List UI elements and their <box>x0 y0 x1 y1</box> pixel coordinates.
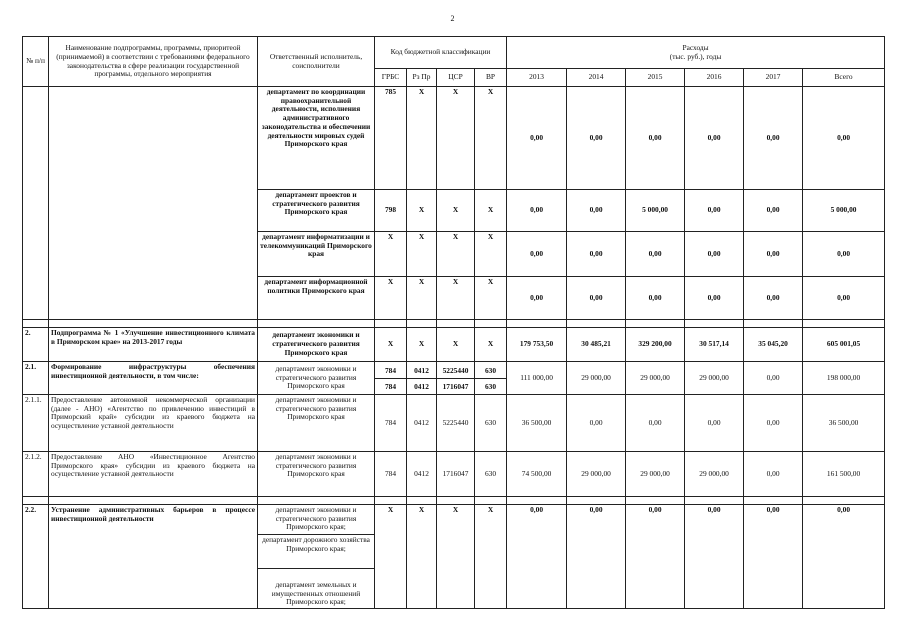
row-2016: 29 000,00 <box>685 452 744 497</box>
header-num: № п/п <box>23 37 49 87</box>
row-grbs: 785 <box>375 87 407 190</box>
row-2017: 0,00 <box>744 232 803 277</box>
row-grbs: X <box>375 232 407 277</box>
row-2015: 0,00 <box>626 505 685 609</box>
header-vr: ВР <box>475 69 507 87</box>
row-name: Предоставление автономной некоммерческой организации (далее - АНО) «Агентство по привлечению инвестиций в Приморский край» субсидии из краевого бюджета на осуществление уставной деятельности <box>49 395 258 452</box>
header-2017: 2017 <box>744 69 803 87</box>
row-total: 0,00 <box>803 505 885 609</box>
row-2013: 111 000,00 <box>507 362 567 395</box>
row-executor: департамент экономики и стратегического развития Приморского края; <box>258 505 375 535</box>
row-executor: департамент информационной политики Приморского края <box>258 277 375 320</box>
row-total: 198 000,00 <box>803 362 885 395</box>
row-2016: 29 000,00 <box>685 362 744 395</box>
row-2015: 0,00 <box>626 277 685 320</box>
header-expenses: Расходы (тыс. руб.), годы <box>507 37 885 69</box>
program-budget-table <box>22 36 885 609</box>
row-2013: 0,00 <box>507 505 567 609</box>
row-grbs-2: 784 <box>375 378 406 394</box>
row-vr: X <box>475 87 507 190</box>
header-name: Наименование подпрограммы, программы, приоритеой (принимаемой) в соответствии с требованиями федерального законодательства в сфере реализации государственной программы, отдельного мероприятия <box>49 37 258 87</box>
row-2016: 30 517,14 <box>685 328 744 362</box>
row-name <box>49 87 258 320</box>
header-executor: Ответственный исполнитель, соисполнители <box>258 37 375 87</box>
row-rzpr-2: 0412 <box>407 378 436 394</box>
header-2013: 2013 <box>507 69 567 87</box>
row-2013: 0,00 <box>507 277 567 320</box>
row-2015: 0,00 <box>626 232 685 277</box>
row-csr: X <box>437 190 475 232</box>
row-2017: 0,00 <box>744 87 803 190</box>
row-2013: 0,00 <box>507 190 567 232</box>
table-row <box>23 395 885 452</box>
row-grbs: 784 <box>384 365 397 375</box>
row-executor-2: департамент дорожного хозяйства Приморского края; <box>258 535 375 569</box>
row-csr: 1716047 <box>437 452 475 497</box>
row-2017: 0,00 <box>744 190 803 232</box>
table-row <box>23 505 885 535</box>
row-vr: 630 <box>475 452 507 497</box>
row-2014: 0,00 <box>567 277 626 320</box>
row-2017: 0,00 <box>744 395 803 452</box>
row-2013: 179 753,50 <box>507 328 567 362</box>
row-rzpr: X <box>407 505 437 609</box>
row-2017: 35 045,20 <box>744 328 803 362</box>
row-rzpr: X <box>407 87 437 190</box>
row-2016: 0,00 <box>685 395 744 452</box>
row-csr-2: 1716047 <box>437 378 474 394</box>
row-name: Предоставление АНО «Инвестиционное Агентство Приморского края» субсидии из краевого бюджета на осуществление уставной деятельности <box>49 452 258 497</box>
row-num: 2.1.1. <box>23 395 49 452</box>
row-2016: 0,00 <box>685 232 744 277</box>
header-2014: 2014 <box>567 69 626 87</box>
row-2014: 30 485,21 <box>567 328 626 362</box>
row-csr: X <box>437 505 475 609</box>
row-csr: X <box>437 277 475 320</box>
row-vr-2: 630 <box>475 378 506 394</box>
table-spacer-row <box>23 320 885 328</box>
row-csr: 5225440 <box>437 395 475 452</box>
row-2015: 5 000,00 <box>626 190 685 232</box>
header-csr: ЦСР <box>437 69 475 87</box>
row-2017: 0,00 <box>744 362 803 395</box>
row-2014: 29 000,00 <box>567 362 626 395</box>
row-name: Формирование инфраструктуры обеспечения инвестиционной деятельности, в том числе: <box>49 362 258 395</box>
row-vr: 630 <box>484 365 497 375</box>
row-2015: 29 000,00 <box>626 362 685 395</box>
row-total: 36 500,00 <box>803 395 885 452</box>
row-rzpr: X <box>407 190 437 232</box>
row-grbs: X <box>375 277 407 320</box>
row-2014: 0,00 <box>567 395 626 452</box>
row-num: 2.1.2. <box>23 452 49 497</box>
table-row <box>23 87 885 190</box>
row-total: 605 001,05 <box>803 328 885 362</box>
row-total: 0,00 <box>803 87 885 190</box>
row-executor: департамент по координации правоохранительной деятельности, исполнения административного законодательства и обеспечении деятельности мировых судей Приморского края <box>258 87 375 190</box>
row-2016: 0,00 <box>685 505 744 609</box>
row-executor: департамент проектов и стратегического развития Приморского края <box>258 190 375 232</box>
row-2014: 0,00 <box>567 505 626 609</box>
table-row <box>23 362 885 395</box>
table-row <box>23 328 885 362</box>
row-grbs: 784 <box>375 452 407 497</box>
row-name: Подпрограмма № 1 «Улучшение инвестиционного климата в Приморском крае» на 2013-2017 годы <box>49 328 258 362</box>
row-grbs: 798 <box>375 190 407 232</box>
row-executor: департамент экономики и стратегического развития Приморского края <box>258 362 375 395</box>
row-rzpr: 0412 <box>407 395 437 452</box>
row-2014: 0,00 <box>567 232 626 277</box>
row-vr: X <box>475 190 507 232</box>
row-2015: 329 200,00 <box>626 328 685 362</box>
row-2013: 0,00 <box>507 232 567 277</box>
row-rzpr: 0412 <box>407 452 437 497</box>
header-grbs: ГРБС <box>375 69 407 87</box>
header-budget-code: Код бюджетной классификации <box>375 37 507 69</box>
row-2014: 0,00 <box>567 190 626 232</box>
row-vr: X <box>475 277 507 320</box>
row-num: 2. <box>23 328 49 362</box>
row-num: 2.1. <box>23 362 49 395</box>
row-2013: 0,00 <box>507 87 567 190</box>
header-2016: 2016 <box>685 69 744 87</box>
header-rzpr: Рз Пр <box>407 69 437 87</box>
row-2013: 74 500,00 <box>507 452 567 497</box>
row-grbs: X <box>375 505 407 609</box>
row-csr: X <box>437 232 475 277</box>
row-num: 2.2. <box>23 505 49 609</box>
row-2016: 0,00 <box>685 277 744 320</box>
header-row-1 <box>23 37 885 69</box>
row-vr: X <box>475 232 507 277</box>
row-2014: 0,00 <box>567 87 626 190</box>
row-2015: 0,00 <box>626 87 685 190</box>
row-grbs: X <box>375 328 407 362</box>
row-total: 0,00 <box>803 277 885 320</box>
header-2015: 2015 <box>626 69 685 87</box>
row-2017: 0,00 <box>744 452 803 497</box>
row-2013: 36 500,00 <box>507 395 567 452</box>
row-2015: 29 000,00 <box>626 452 685 497</box>
row-total: 5 000,00 <box>803 190 885 232</box>
header-total: Всего <box>803 69 885 87</box>
row-vr: X <box>475 505 507 609</box>
row-executor-3: департамент земельных и имущественных отношений Приморского края; <box>258 569 375 609</box>
row-2017: 0,00 <box>744 277 803 320</box>
row-executor: департамент информатизации и телекоммуникаций Приморского края <box>258 232 375 277</box>
table-spacer-row <box>23 497 885 505</box>
row-2017: 0,00 <box>744 505 803 609</box>
page-number: 2 <box>450 14 455 23</box>
table-row <box>23 452 885 497</box>
row-total: 0,00 <box>803 232 885 277</box>
row-executor: департамент экономики и стратегического развития Приморского края <box>258 328 375 362</box>
row-executor: департамент экономики и стратегического развития Приморского края <box>258 452 375 497</box>
row-total: 161 500,00 <box>803 452 885 497</box>
row-csr: 5225440 <box>442 365 469 375</box>
row-2015: 0,00 <box>626 395 685 452</box>
row-vr: X <box>475 328 507 362</box>
row-csr: X <box>437 328 475 362</box>
row-rzpr: 0412 <box>414 365 429 375</box>
row-rzpr: X <box>407 232 437 277</box>
row-rzpr: X <box>407 277 437 320</box>
row-num <box>23 87 49 320</box>
row-vr: 630 <box>475 395 507 452</box>
row-rzpr: X <box>407 328 437 362</box>
row-2014: 29 000,00 <box>567 452 626 497</box>
row-2016: 0,00 <box>685 87 744 190</box>
row-2016: 0,00 <box>685 190 744 232</box>
row-grbs: 784 <box>375 395 407 452</box>
row-csr: X <box>437 87 475 190</box>
row-name: Устранение административных барьеров в процессе инвестиционной деятельности <box>49 505 258 609</box>
row-executor: департамент экономики и стратегического развития Приморского края <box>258 395 375 452</box>
